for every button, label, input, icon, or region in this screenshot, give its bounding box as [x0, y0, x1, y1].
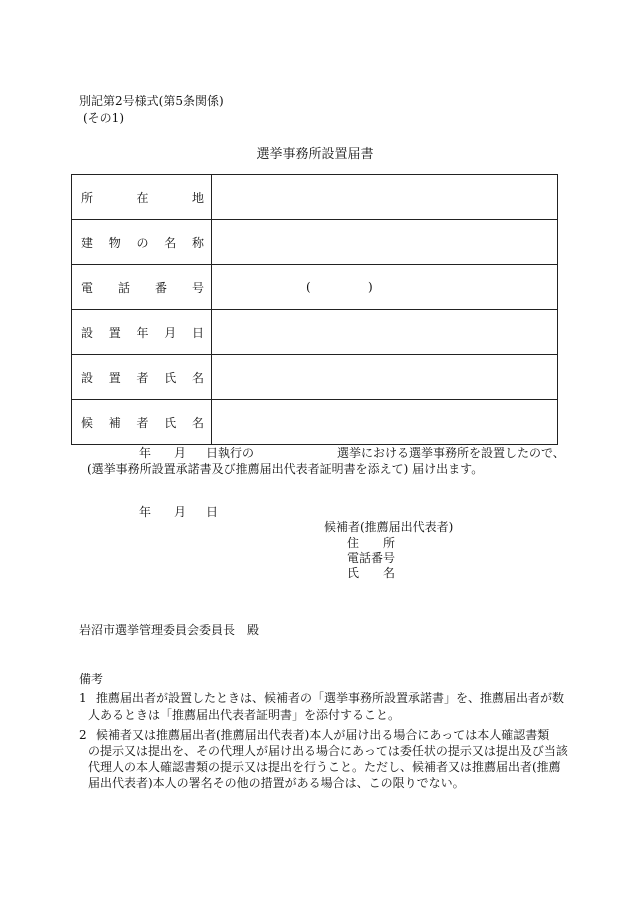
table-row-installer-name — [72, 355, 558, 400]
label-char: 置 — [108, 370, 121, 385]
label-char: 地 — [191, 190, 204, 205]
label-char: 設 — [81, 325, 94, 340]
declaration-election-text: 選挙における選挙事務所を設置したので、 — [337, 446, 565, 460]
label-char: 月 — [164, 325, 177, 340]
label-char: 建 — [81, 235, 94, 250]
note-2-line-1: 候補者又は推薦届出者(推薦届出代表者)本人が届け出る場合にあっては本人確認書類 — [96, 728, 550, 742]
notes-title: 備考 — [79, 672, 104, 686]
label-char: 者 — [136, 415, 149, 430]
form-sub-label: (その1) — [83, 111, 124, 125]
candidate-name-field[interactable] — [212, 400, 558, 445]
label-char: 所 — [81, 190, 94, 205]
date-month: 月 — [174, 505, 187, 519]
candidate-phone-label: 電話番号 — [347, 551, 396, 565]
notification-form-table — [71, 174, 558, 445]
label-char: 年 — [136, 325, 149, 340]
label-char: 称 — [191, 235, 204, 250]
document-title: 選挙事務所設置届書 — [256, 147, 374, 162]
location-field[interactable] — [212, 175, 558, 220]
label-char: 置 — [108, 325, 121, 340]
installer-name-field[interactable] — [212, 355, 558, 400]
label-char: 名 — [164, 235, 177, 250]
declaration-day-exec: 日執行の — [206, 446, 255, 460]
label-char: 氏 — [164, 370, 177, 385]
date-day: 日 — [206, 505, 219, 519]
label-char: 名 — [191, 370, 204, 385]
label-char: の — [136, 235, 149, 250]
table-row-location — [72, 175, 558, 220]
table-row-building-name — [72, 220, 558, 265]
label-setup-date — [72, 310, 212, 355]
form-number-label: 別記第2号様式(第5条関係) — [79, 94, 224, 108]
recipient: 岩沼市選挙管理委員会委員長 殿 — [79, 623, 260, 637]
label-char: 氏 — [164, 415, 177, 430]
phone-paren-open: ( — [306, 280, 311, 294]
label-building-name — [72, 220, 212, 265]
label-candidate-name — [72, 400, 212, 445]
label-char: 電 — [81, 280, 94, 295]
table-row-phone — [72, 265, 558, 310]
candidate-name-label: 氏 名 — [347, 566, 396, 580]
note-2-line-3: 代理人の本人確認書類の提示又は提出を行うこと。ただし、候補者又は推薦届出者(推薦 — [88, 760, 561, 774]
declaration-month: 月 — [174, 446, 187, 460]
phone-paren-close: ) — [368, 280, 373, 294]
label-char: 番 — [154, 280, 167, 295]
note-2-line-4: 届出代表者)本人の署名その他の措置がある場合は、この限りでない。 — [88, 776, 465, 790]
note-2-line-2: の提示又は提出を、その代理人が届け出る場合にあっては委任状の提示又は提出及び当該 — [88, 744, 568, 758]
label-char: 補 — [108, 415, 121, 430]
label-char: 候 — [81, 415, 94, 430]
note-1-line-2: 人あるときは「推薦届出代表者証明書」を添付すること。 — [88, 708, 401, 722]
label-phone — [72, 265, 212, 310]
declaration-year: 年 — [139, 446, 152, 460]
note-number: 1 — [79, 691, 87, 705]
table-row-setup-date — [72, 310, 558, 355]
note-number: 2 — [79, 728, 87, 742]
label-char: 設 — [81, 370, 94, 385]
candidate-title: 候補者(推薦届出代表者) — [324, 520, 454, 534]
label-char: 号 — [191, 280, 204, 295]
label-char: 在 — [136, 190, 149, 205]
label-char: 名 — [191, 415, 204, 430]
date-year: 年 — [139, 505, 152, 519]
label-location — [72, 175, 212, 220]
note-1-line-1: 推薦届出者が設置したときは、候補者の「選挙事務所設置承諾書」を、推薦届出者が数 — [96, 691, 565, 705]
building-name-field[interactable] — [212, 220, 558, 265]
declaration-line-2: (選挙事務所設置承諾書及び推薦届出代表者証明書を添えて) 届け出ます。 — [87, 462, 484, 476]
label-installer-name — [72, 355, 212, 400]
table-row-candidate-name — [72, 400, 558, 445]
label-char: 日 — [191, 325, 204, 340]
label-char: 話 — [117, 280, 130, 295]
label-char: 者 — [136, 370, 149, 385]
setup-date-field[interactable] — [212, 310, 558, 355]
phone-field[interactable] — [212, 265, 558, 310]
candidate-address-label: 住 所 — [347, 536, 396, 550]
label-char: 物 — [108, 235, 121, 250]
